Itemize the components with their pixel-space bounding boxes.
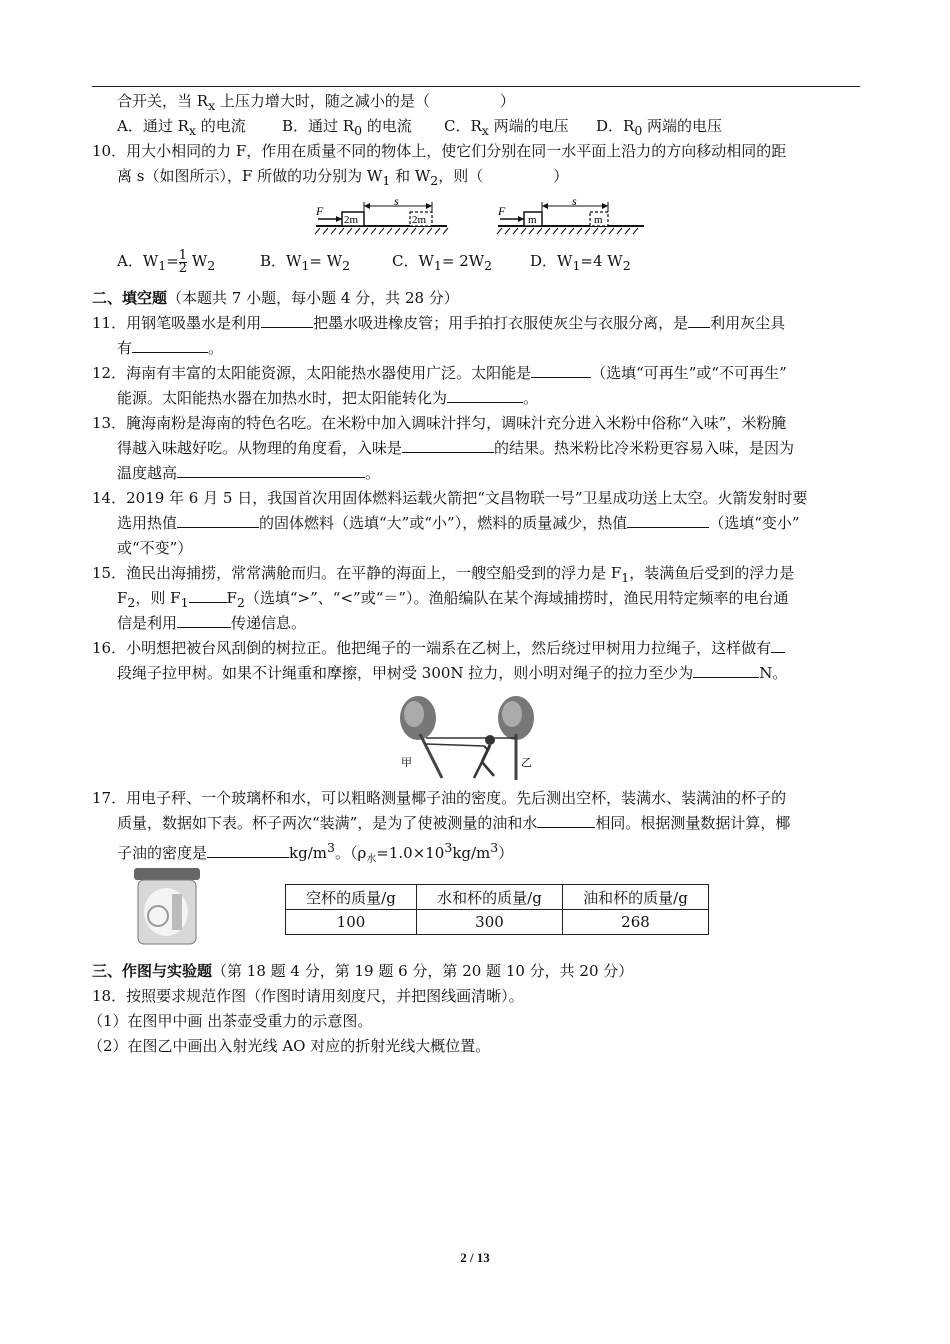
q9-option-b: B．通过 $R_0$ 的电流 xyxy=(282,117,412,138)
dist-label-right: s xyxy=(572,194,577,208)
table-header-cell: 油和杯的质量/g xyxy=(563,885,709,910)
q10-option-a: A．$W_1=$ $\frac{1}{2}$ $W_2$ xyxy=(117,247,216,276)
q12-line-2: 能源。太阳能热水器在加热水时，把太阳能转化为 。 xyxy=(117,389,539,407)
q16-line-2: 段绳子拉甲树。如果不计绳重和摩擦，甲树受 300N 拉力，则小明对绳子的拉力至少为 N。 xyxy=(117,664,788,682)
q17-line-3: 子油的密度是 $kg/m^3$。$(\rho_水=1.0\times 10^3kg/m^3)$ xyxy=(117,840,514,865)
table-row xyxy=(286,910,709,935)
section-2-heading: 二、填空题（本题共 7 小题，每小题 4 分，共 28 分） xyxy=(92,289,459,307)
block-m-label: m xyxy=(528,214,537,226)
q11-line-2: 有 。 xyxy=(117,339,224,357)
tree-yi-label: 乙 xyxy=(521,756,532,769)
tree-jia-label: 甲 xyxy=(401,756,412,769)
section-3-heading: 三、作图与实验题（第 18 题 4 分，第 19 题 6 分，第 20 题 10 分，共 20 分） xyxy=(92,962,634,980)
q9-option-d: D．$R_0$ 两端的电压 xyxy=(596,117,723,138)
q14-line-1: 14．2019 年 6 月 5 日，我国首次用固体燃料运载火箭把“文昌物联一号”卫星成功送上太空。火箭发射时要 xyxy=(92,489,808,507)
mass-table xyxy=(285,884,709,935)
q15-line-2: $F_2$，则 $F_1$ $F_2$（选填“>”、“<”或“＝”）。渔船编队在某个海域捕捞时，渔民用特定频率的电台通 xyxy=(117,589,789,610)
q10-figure-right xyxy=(497,194,644,234)
person xyxy=(474,735,495,778)
fraction-half: $\frac{1}{2}$ xyxy=(178,247,188,276)
table-cell: 300 xyxy=(417,910,563,935)
rope xyxy=(426,738,516,746)
q11-line-1: 11．用钢笔吸墨水是利用 把墨水吸进橡皮管；用手拍打衣服使灰尘与衣服分离，是 利用灰尘具 xyxy=(92,314,786,332)
q12-line-1: 12．海南有丰富的太阳能资源，太阳能热水器使用广泛。太阳能是 （选填“可再生”或“不可再生” xyxy=(92,364,787,382)
table-cell: 268 xyxy=(563,910,709,935)
force-label-right: F xyxy=(498,204,506,218)
q9-option-c: C．$R_x$ 两端的电压 xyxy=(444,117,569,138)
q17-line-1: 17．用电子秤、一个玻璃杯和水，可以粗略测量椰子油的密度。先后测出空杯，装满水、装满油的杯子的 xyxy=(92,789,787,807)
block-2m-label: 2m xyxy=(344,214,359,226)
table-header-cell: 空杯的质量/g xyxy=(286,885,417,910)
q15-line-3: 信是利用 传递信息。 xyxy=(117,614,307,632)
q16-figure xyxy=(396,694,546,784)
page-number: 2 / 13 xyxy=(460,1250,490,1265)
q9-tail-line: 合开关，当 $R_x$ 上压力增大时，随之减小的是（ ） xyxy=(117,92,515,113)
oil-jar-image xyxy=(132,866,204,948)
header-rule xyxy=(92,86,860,87)
q16-line-1: 16．小明想把被台风刮倒的树拉正。他把绳子的一端系在乙树上，然后绕过甲树用力拉绳子，这样做有 xyxy=(92,638,785,658)
q10-line-2: 离 s（如图所示），F 所做的功分别为 $W_1$ 和 $W_2$，则（ ） xyxy=(117,167,569,188)
q10-option-b: B．$W_1= W_2$ xyxy=(260,252,351,273)
q10-option-d: D．$W_1=4$ $W_2$ xyxy=(530,252,631,273)
table-header-cell: 水和杯的质量/g xyxy=(417,885,563,910)
q18-part-1: （1）在图甲中画 出茶壶受重力的示意图。 xyxy=(88,1012,373,1030)
block-m-moved-label: m xyxy=(594,214,603,226)
q17-line-2: 质量，数据如下表。杯子两次“装满”，是为了使被测量的油和水 相同。根据测量数据计算，椰 xyxy=(117,814,791,832)
q13-line-2: 得越入味越好吃。从物理的角度看，入味是 的结果。热米粉比冷米粉更容易入味，是因为 xyxy=(117,439,795,457)
table-cell: 100 xyxy=(286,910,417,935)
table-header-row xyxy=(286,885,709,910)
q18-part-2: （2）在图乙中画出入射光线 AO 对应的折射光线大概位置。 xyxy=(88,1037,491,1055)
q14-line-2: 选用热值 的固体燃料（选填“大”或“小”），燃料的质量减少，热值 （选填“变小” xyxy=(117,514,800,532)
q10-line-1: 10．用大小相同的力 F，作用在质量不同的物体上，使它们分别在同一水平面上沿力的方向移动相同的距 xyxy=(92,142,787,160)
dist-label-left: s xyxy=(394,194,399,208)
block-2m-moved-label: 2m xyxy=(412,214,427,226)
q10-figure-left xyxy=(315,194,448,234)
q15-line-1: 15．渔民出海捕捞，常常满舱而归。在平静的海面上，一艘空船受到的浮力是 $F_1$，装满鱼后受到的浮力是 xyxy=(92,564,795,585)
q9-option-a: A．通过 $R_x$ 的电流 xyxy=(117,117,246,138)
q18-line: 18．按照要求规范作图（作图时请用刻度尺，并把图线画清晰）。 xyxy=(92,987,524,1005)
q13-line-1: 13．腌海南粉是海南的特色名吃。在米粉中加入调味汁拌匀，调味汁充分进入米粉中俗称“入味”，米粉腌 xyxy=(92,414,787,432)
q10-figure xyxy=(312,194,652,240)
q10-option-c: C．$W_1= 2W_2$ xyxy=(392,252,493,273)
q13-line-3: 温度越高 。 xyxy=(117,464,381,482)
force-label-left: F xyxy=(316,204,324,218)
q14-line-3: 或“不变”） xyxy=(117,539,193,557)
